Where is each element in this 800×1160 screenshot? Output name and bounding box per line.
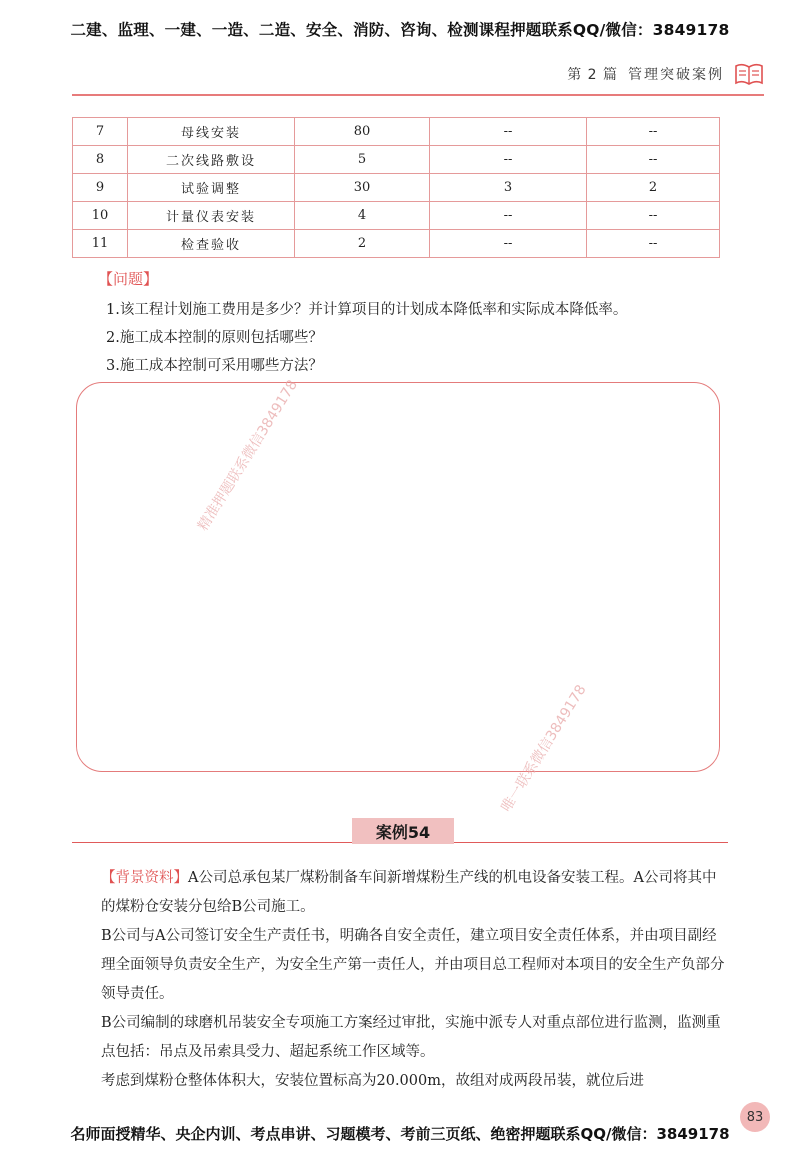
row-col-a: -- <box>430 118 587 146</box>
part-label: 第 2 篇 <box>567 67 618 83</box>
header-rule <box>72 94 764 96</box>
row-col-a: -- <box>430 146 587 174</box>
footer-banner: 名师面授精华、央企内训、考点串讲、习题模考、考前三页纸、绝密押题联系QQ/微信：3849178 <box>70 1125 730 1143</box>
row-value: 5 <box>295 146 430 174</box>
table-row <box>73 230 720 258</box>
case-title: 案例54 <box>352 818 454 844</box>
table-row <box>73 174 720 202</box>
row-number: 11 <box>73 230 128 258</box>
question-item: 2.施工成本控制的原则包括哪些？ <box>106 330 323 346</box>
row-col-a: -- <box>430 202 587 230</box>
row-value: 80 <box>295 118 430 146</box>
background-text: A公司总承包某厂煤粉制备车间新增煤粉生产线的机电设备安装工程。A公司将其中的煤粉仓安装分包给B公司施工。 <box>101 870 717 915</box>
row-number: 10 <box>73 202 128 230</box>
book-icon <box>734 62 764 86</box>
row-col-b: 2 <box>587 174 720 202</box>
background-paragraph: B公司编制的球磨机吊装安全专项施工方案经过审批，实施中派专人对重点部位进行监测，监测重点包括：吊点及吊索具受力、超起系统工作区域等。 <box>101 1015 721 1060</box>
table-row <box>73 202 720 230</box>
part-title: 管理突破案例 <box>628 67 724 83</box>
question-item: 3.施工成本控制可采用哪些方法？ <box>106 358 323 374</box>
top-banner: 二建、监理、一建、一造、二造、安全、消防、咨询、检测课程押题联系QQ/微信：3849178 <box>70 21 730 39</box>
row-col-b: -- <box>587 118 720 146</box>
background-section <box>72 864 728 1096</box>
row-col-a: -- <box>430 230 587 258</box>
answer-box[interactable] <box>76 382 720 772</box>
row-value: 4 <box>295 202 430 230</box>
background-paragraph: B公司与A公司签订安全生产责任书，明确各自安全责任，建立项目安全责任体系，并由项目副经理全面领导负责安全生产，为安全生产第一责任人，并由项目总工程师对本项目的安全生产负部分领导责任。 <box>101 928 725 1002</box>
background-paragraph <box>72 864 728 922</box>
row-item: 二次线路敷设 <box>128 146 295 174</box>
table-row <box>73 146 720 174</box>
question-item: 1.该工程计划施工费用是多少？并计算项目的计划成本降低率和实际成本降低率。 <box>106 302 628 318</box>
row-item: 母线安装 <box>128 118 295 146</box>
table-row <box>73 118 720 146</box>
watermark: 精准押题联系微信3849178 <box>195 377 302 534</box>
background-label: 【背景资料】 <box>101 870 188 886</box>
row-col-b: -- <box>587 146 720 174</box>
running-header <box>567 60 764 88</box>
row-item: 试验调整 <box>128 174 295 202</box>
row-value: 30 <box>295 174 430 202</box>
watermark: 唯一联系微信3849178 <box>498 682 590 815</box>
page-number: 83 <box>740 1102 770 1132</box>
questions-heading: 【问题】 <box>98 270 159 288</box>
row-item: 计量仪表安装 <box>128 202 295 230</box>
row-item: 检查验收 <box>128 230 295 258</box>
row-col-b: -- <box>587 202 720 230</box>
row-col-b: -- <box>587 230 720 258</box>
cost-table <box>72 117 720 258</box>
row-number: 9 <box>73 174 128 202</box>
row-number: 8 <box>73 146 128 174</box>
row-col-a: 3 <box>430 174 587 202</box>
question-list <box>106 296 627 380</box>
row-value: 2 <box>295 230 430 258</box>
row-number: 7 <box>73 118 128 146</box>
background-paragraph: 考虑到煤粉仓整体体积大，安装位置标高为20.000m，故组对成两段吊装，就位后进 <box>101 1073 644 1089</box>
